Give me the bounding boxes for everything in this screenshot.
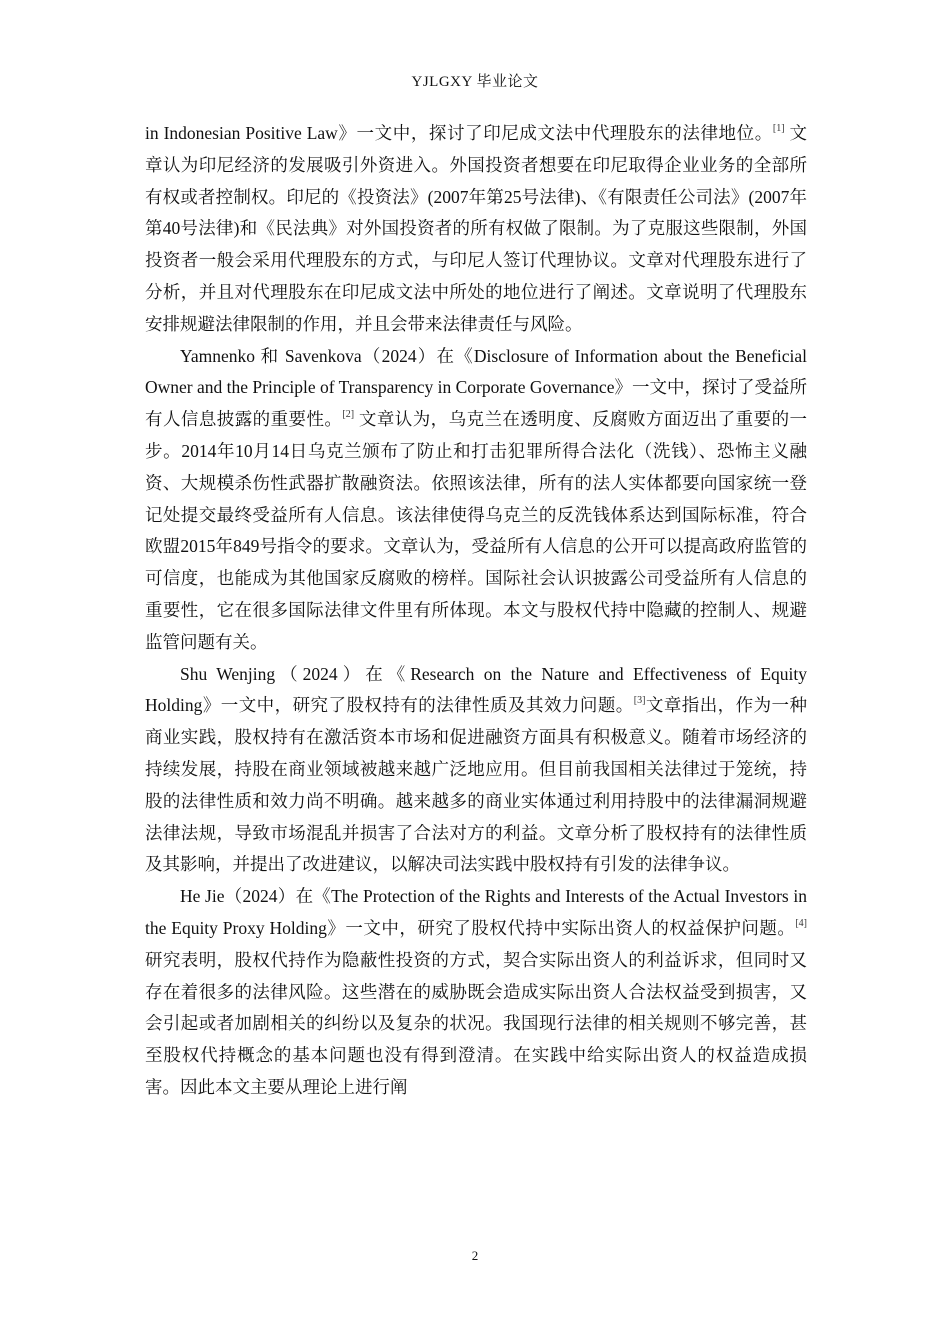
page-header: YJLGXY 毕业论文 bbox=[411, 74, 539, 90]
paragraph-text: in Indonesian Positive Law》一文中，探讨了印尼成文法中代理股东的法律地位。 bbox=[145, 123, 773, 143]
paragraph-3 bbox=[145, 659, 807, 882]
paragraph-text: He Jie（2024）在《The Protection of the Rights and Interests of the Actual Investors in the Equity Proxy Holding》一文中，研究了股权代持中实际出资人的权益保护问题。 bbox=[145, 886, 807, 938]
paragraph-text: 文章指出，作为一种商业实践，股权持有在激活资本市场和促进融资方面具有积极意义。随着市场经济的持续发展，持股在商业领域被越来越广泛地应用。但目前我国相关法律过于笼统，持股的法律性质和效力尚不明确。越来越多的商业实体通过利用持股中的法律漏洞规避法律法规，导致市场混乱并损害了合法对方的利益。文章分析了股权持有的法律性质及其影响，并提出了改进建议，以解决司法实践中股权持有引发的法律争议。 bbox=[145, 695, 807, 875]
paragraph-text: Yamnenko 和 Savenkova（2024）在《Disclosure of Information about the Beneficial Owner and the Principle of Transparency in Corporate Governance》一文中，探讨了受益所有人信息披露的重要性。 bbox=[145, 345, 807, 430]
paragraph-text: 文章认为，乌克兰在透明度、反腐败方面迈出了重要的一步。2014年10月14日乌克兰颁布了防止和打击犯罪所得合法化（洗钱）、恐怖主义融资、大规模杀伤性武器扩散融资法。依照该法律，所有的法人实体都要向国家统一登记处提交最终受益所有人信息。该法律使得乌克兰的反洗钱体系达到国际标准，符合欧盟2015年849号指令的要求。文章认为，受益所有人信息的公开可以提高政府监管的可信度，也能成为其他国家反腐败的榜样。国际社会认识披露公司受益所有人信息的重要性，它在很多国际法律文件里有所体现。本文与股权代持中隐藏的控制人、规避监管问题有关。 bbox=[145, 409, 808, 652]
citation-ref: [1] bbox=[772, 123, 785, 134]
citation-ref: [3] bbox=[633, 695, 646, 707]
paragraph-text: Shu Wenjing（2024）在《Research on the Nature and Effectiveness of Equity Holding》一文中，研究了股权持有的法律性质及其效力问题。 bbox=[145, 663, 807, 716]
body-text bbox=[145, 118, 807, 1104]
citation-ref: [2] bbox=[342, 409, 355, 421]
paragraph-1 bbox=[145, 118, 807, 341]
citation-ref: [4] bbox=[795, 917, 807, 929]
paragraph-text: 研究表明，股权代持作为隐蔽性投资的方式，契合实际出资人的利益诉求，但同时又存在着很多的法律风险。这些潜在的威胁既会造成实际出资人合法权益受到损害，又会引起或者加剧相关的纠纷以及复杂的状况。我国现行法律的相关规则不够完善，甚至股权代持概念的基本问题也没有得到澄清。在实践中给实际出资人的权益造成损害。因此本文主要从理论上进行阐 bbox=[145, 949, 807, 1097]
page-number: 2 bbox=[471, 1248, 479, 1263]
paragraph-4 bbox=[145, 881, 807, 1104]
paragraph-2 bbox=[145, 341, 807, 659]
paragraph-text: 文章认为印尼经济的发展吸引外资进入。外国投资者想要在印尼取得企业业务的全部所有权或者控制权。印尼的《投资法》(2007年第25号法律)、《有限责任公司法》(2007年第40号法律)和《民法典》对外国投资者的所有权做了限制。为了克服这些限制，外国投资者一般会采用代理股东的方式，与印尼人签订代理协议。文章对代理股东进行了分析，并且对代理股东在印尼成文法中所处的地位进行了阐述。文章说明了代理股东安排规避法律限制的作用，并且会带来法律责任与风险。 bbox=[145, 123, 808, 334]
